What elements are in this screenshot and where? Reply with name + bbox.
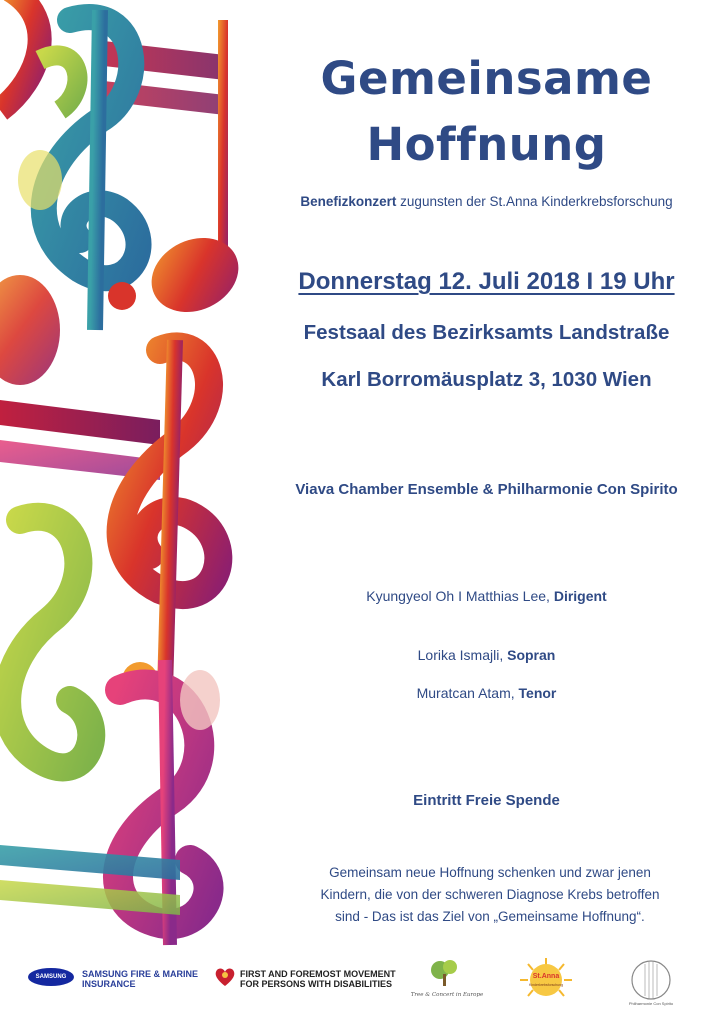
- subtitle-rest: zugunsten der St.Anna Kinderkrebsforschung: [396, 194, 673, 209]
- address: Karl Borromäusplatz 3, 1030 Wien: [321, 368, 652, 391]
- performer-role: Dirigent: [553, 588, 607, 604]
- st-anna-logo: [518, 956, 574, 1006]
- venue: Festsaal des Bezirksamts Landstraße: [303, 321, 670, 344]
- first-foremost-text: [240, 969, 396, 989]
- subtitle: [250, 194, 723, 209]
- entry-info: Eintritt Freie Spende: [413, 792, 560, 809]
- title-line1: Gemeinsame: [320, 52, 653, 105]
- performer-role: Tenor: [518, 685, 557, 701]
- st-anna-text: St.Anna: [532, 973, 560, 980]
- sponsor-logos: [0, 952, 723, 1012]
- performer-name: Kyungyeol Oh I Matthias Lee,: [366, 588, 554, 604]
- music-notes-artwork: [0, 0, 260, 945]
- title-line2: Hoffnung: [366, 118, 607, 171]
- ensemble: Viava Chamber Ensemble & Philharmonie Con Spirito: [295, 481, 678, 498]
- philharmonie-logo: [625, 956, 677, 1008]
- sponsor-line: FOR PERSONS WITH DISABILITIES: [240, 979, 393, 989]
- performer-role: Sopran: [507, 647, 556, 663]
- heart-icon: [214, 966, 236, 988]
- performer-conductor: [250, 588, 723, 604]
- st-anna-sub: Kinderkrebsforschung: [528, 983, 564, 987]
- closing-text: [290, 862, 690, 928]
- performer-name: Lorika Ismajli,: [417, 647, 508, 663]
- tree-text: Tree & Concert in Europe: [410, 992, 484, 998]
- sponsor-line: SAMSUNG FIRE & MARINE: [82, 969, 199, 979]
- performer-soprano: [250, 647, 723, 663]
- performer-name: Muratcan Atam,: [416, 685, 519, 701]
- event-date: Donnerstag 12. Juli 2018 I 19 Uhr: [298, 268, 675, 295]
- subtitle-bold: Benefizkonzert: [300, 194, 397, 209]
- closing-line: Gemeinsam neue Hoffnung schenken und zwar jenen: [329, 865, 651, 880]
- samsung-fire-marine-text: [82, 969, 198, 989]
- philharmonie-text: Philharmonie Con Spirito: [628, 1001, 674, 1006]
- sponsor-line: FIRST AND FOREMOST MOVEMENT: [240, 969, 396, 979]
- samsung-logo: SAMSUNG: [28, 968, 74, 986]
- closing-line: Kindern, die von der schweren Diagnose Krebs betroffen: [320, 887, 660, 902]
- tree-concert-logo: [410, 958, 484, 1006]
- closing-line: sind - Das ist das Ziel von „Gemeinsame Hoffnung“.: [335, 909, 645, 924]
- sponsor-line: INSURANCE: [82, 979, 136, 989]
- performer-tenor: [250, 685, 723, 701]
